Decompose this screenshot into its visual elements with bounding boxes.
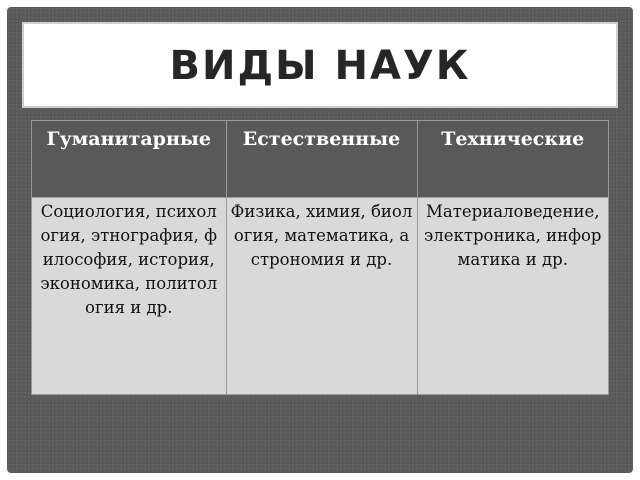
- column-header-natural: Естественные: [226, 121, 417, 198]
- table-header-row: [32, 121, 608, 198]
- sciences-table: [32, 121, 608, 394]
- table-row: [32, 198, 608, 395]
- cell-humanities: Социология, психология, этнография, философия, история, экономика, политология и др.: [32, 198, 226, 395]
- slide-title: ВИДЫ НАУК: [169, 43, 471, 89]
- title-box: [22, 22, 618, 108]
- cell-natural: Физика, химия, биология, математика, астрономия и др.: [226, 198, 417, 395]
- sciences-table-wrapper: [31, 120, 609, 395]
- cell-technical: Материаловедение, электроника, информатика и др.: [417, 198, 608, 395]
- slide: [7, 7, 633, 473]
- column-header-technical: Технические: [417, 121, 608, 198]
- column-header-humanities: Гуманитарные: [32, 121, 226, 198]
